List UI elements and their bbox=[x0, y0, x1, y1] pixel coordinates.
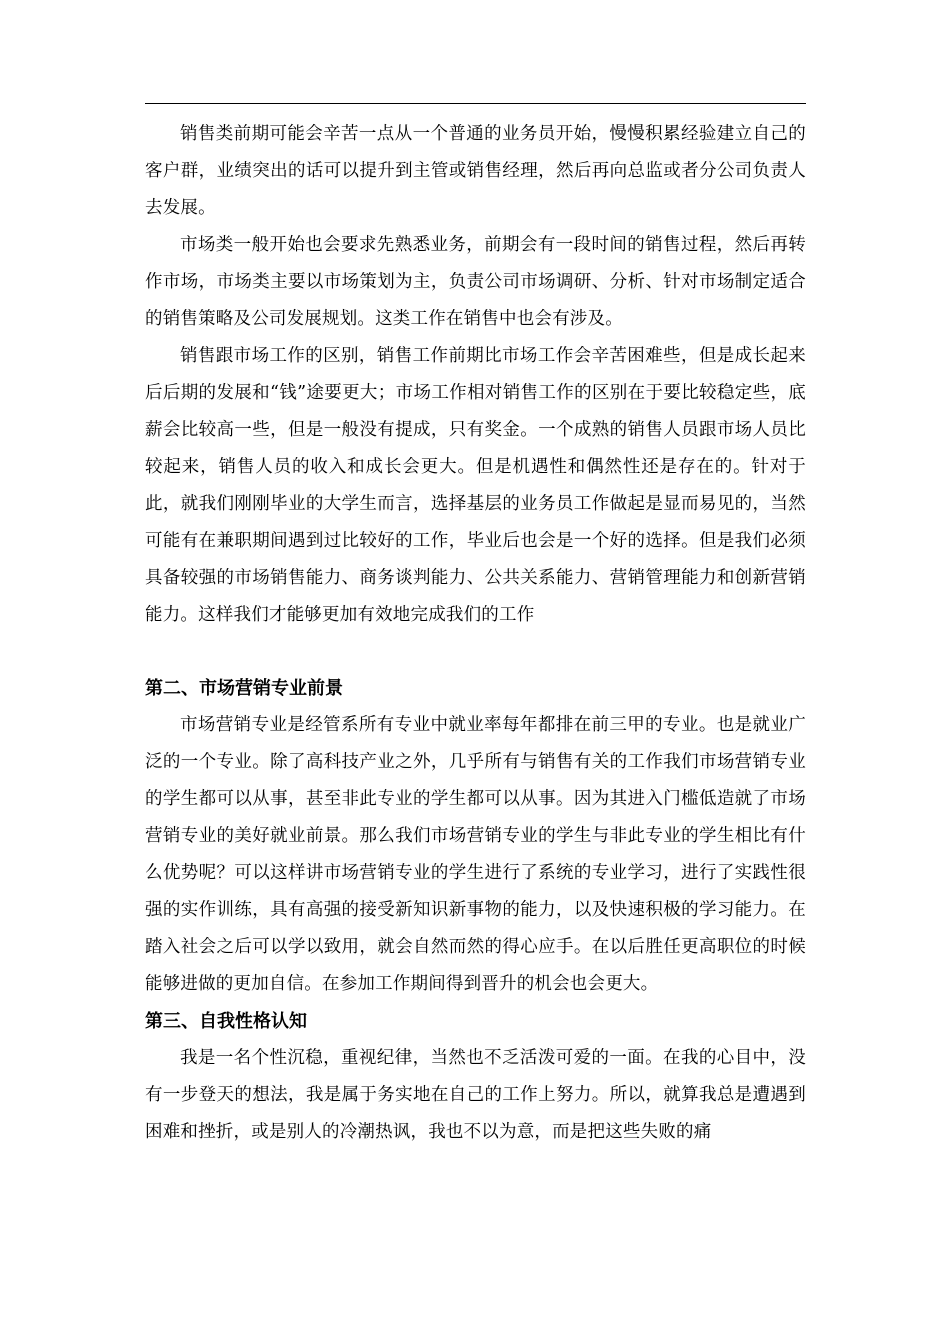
section-gap bbox=[145, 634, 806, 670]
header-rule bbox=[145, 103, 806, 104]
paragraph-sales-path: 销售类前期可能会辛苦一点从一个普通的业务员开始，慢慢积累经验建立自己的客户群，业绩突出的话可以提升到主管或销售经理，然后再向总监或者分公司负责人去发展。 bbox=[145, 124, 806, 218]
section-heading-prospects: 第二、市场营销专业前景 bbox=[145, 678, 343, 699]
paragraph-prospects: 市场营销专业是经管系所有专业中就业率每年都排在前三甲的专业。也是就业广泛的一个专业。除了高科技产业之外，几乎所有与销售有关的工作我们市场营销专业的学生都可以从事，甚至非此专业的学生都可以从事。因为其进入门槛低造就了市场营销专业的美好就业前景。那么我们市场营销专业的学生与非此专业的学生相比有什么优势呢？可以这样讲市场营销专业的学生进行了系统的专业学习，进行了实践性很强的实作训练，具有高强的接受新知识新事物的能力，以及快速积极的学习能力。在踏入社会之后可以学以致用，就会自然而然的得心应手。在以后胜任更高职位的时候能够进做的更加自信。在参加工作期间得到晋升的机会也会更大。 bbox=[145, 715, 806, 994]
paragraph-personality: 我是一名个性沉稳，重视纪律，当然也不乏活泼可爱的一面。在我的心目中，没有一步登天的想法，我是属于务实地在自己的工作上努力。所以，就算我总是遭遇到困难和挫折，或是别人的冷潮热讽，我也不以为意，而是把这些失败的痛 bbox=[145, 1048, 806, 1142]
section-heading-personality: 第三、自我性格认知 bbox=[145, 1011, 307, 1032]
paragraph-sales-vs-marketing: 销售跟市场工作的区别，销售工作前期比市场工作会辛苦困难些，但是成长起来后后期的发展和“钱”途要更大；市场工作相对销售工作的区别在于要比较稳定些，底薪会比较高一些，但是一般没有提成，只有奖金。一个成熟的销售人员跟市场人员比较起来，销售人员的收入和成长会更大。但是机遇性和偶然性还是存在的。针对于此，就我们刚刚毕业的大学生而言，选择基层的业务员工作做起是显而易见的，当然可能有在兼职期间遇到过比较好的工作，毕业后也会是一个好的选择。但是我们必须具备较强的市场销售能力、商务谈判能力、公共关系能力、营销管理能力和创新营销能力。这样我们才能够更加有效地完成我们的工作 bbox=[145, 346, 806, 625]
paragraph-marketing-path: 市场类一般开始也会要求先熟悉业务，前期会有一段时间的销售过程，然后再转作市场，市场类主要以市场策划为主，负责公司市场调研、分析、针对市场制定适合的销售策略及公司发展规划。这类工作在销售中也会有涉及。 bbox=[145, 235, 806, 329]
document-body bbox=[145, 116, 806, 1151]
